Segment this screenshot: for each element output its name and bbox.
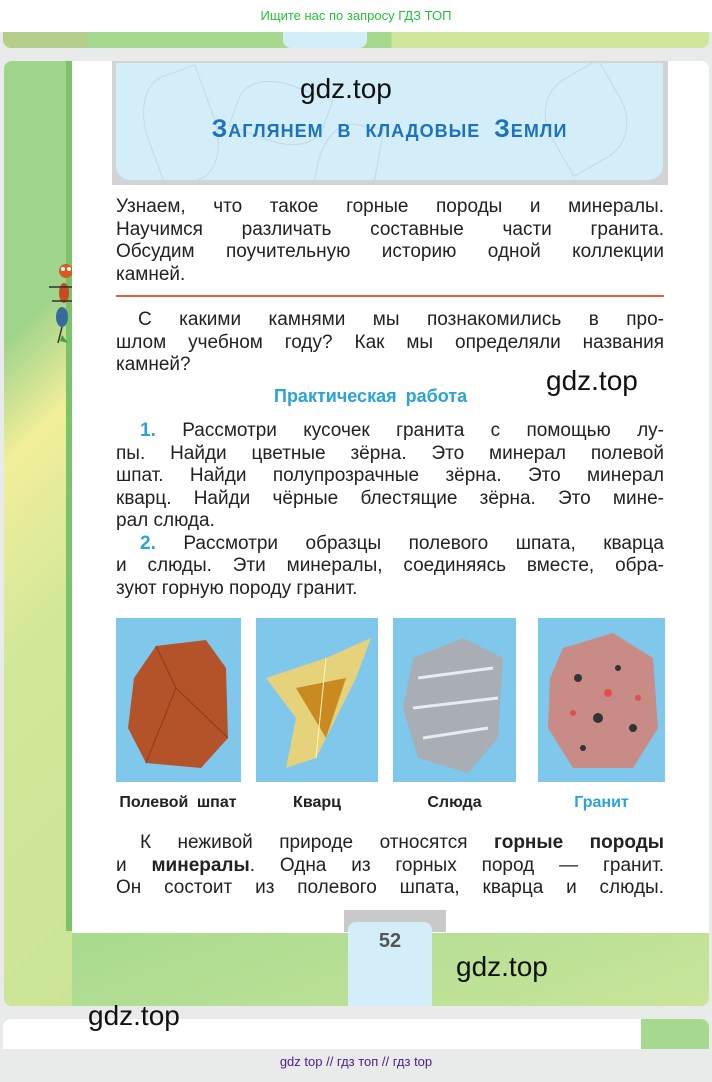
- left-decor-strip: [4, 61, 72, 1006]
- mica-photo: [393, 618, 516, 782]
- text-line: С какими камнями мы познакомились в про-: [138, 309, 664, 330]
- text-line: Рассмотри кусочек гранита с помощью лу-: [182, 420, 665, 441]
- text-line: Научимся различать составные части гранита.: [116, 218, 664, 240]
- text-line: и слюды. Эти минералы, соединяясь вместе, обра-: [116, 555, 664, 576]
- caption-quartz: [256, 794, 378, 812]
- text-line: зуют горную породу гранит.: [116, 577, 358, 599]
- page-number: 52: [348, 922, 432, 1006]
- intro-paragraph: [116, 196, 664, 286]
- task-1: [116, 420, 664, 600]
- watermark: gdz.top: [546, 365, 638, 396]
- text-line: шлом учебном году? Как мы определяли названия: [116, 331, 664, 353]
- task-number: 1.: [140, 420, 156, 441]
- conclusion-paragraph: [116, 832, 664, 900]
- previous-page-edge: [3, 32, 709, 48]
- task-number: 2.: [140, 532, 156, 554]
- text-line: пы. Найди цветные зёрна. Это минерал полевой: [116, 442, 664, 464]
- text-line: шпат. Найди полупрозрачные зёрна. Это минерал: [116, 465, 664, 486]
- caption-text: Полевой шпат: [119, 794, 237, 811]
- caption-granite: [538, 794, 665, 812]
- text-line: кварц. Найди чёрные блестящие зёрна. Это мине-: [116, 487, 664, 509]
- text-line: камней.: [116, 263, 186, 285]
- watermark: gdz.top: [300, 73, 392, 104]
- caption-text: Слюда: [427, 794, 482, 811]
- practical-work-heading: Практическая работа: [274, 386, 468, 406]
- granite-photo: [538, 618, 665, 782]
- text-line: Узнаем, что такое горные породы и минералы.: [116, 196, 664, 217]
- caption-feldspar: [108, 794, 248, 812]
- watermark: gdz.top: [456, 951, 548, 982]
- textbook-page: [4, 61, 709, 1006]
- text-line: и: [116, 854, 127, 876]
- feldspar-photo: [116, 618, 241, 782]
- previous-page-tab: [283, 32, 367, 48]
- top-search-banner: Ищите нас по запросу ГДЗ ТОП: [0, 0, 712, 32]
- term-bold: горные породы: [494, 832, 664, 853]
- watermark: gdz.top: [88, 1000, 180, 1031]
- divider: [116, 295, 664, 297]
- lesson-title: Заглянем в кладовые Земли: [211, 115, 568, 143]
- caption-text: Гранит: [574, 794, 629, 811]
- next-page-decor: [641, 1019, 709, 1049]
- text-line: Обсудим поучительную историю одной коллекции: [116, 241, 664, 262]
- text-line: рал слюда.: [116, 510, 215, 531]
- term-bold: минералы: [151, 854, 250, 876]
- quartz-photo: [256, 618, 378, 782]
- text-line: камней?: [116, 354, 191, 375]
- text-line: К неживой природе относятся: [140, 832, 468, 853]
- text-line: Рассмотри образцы полевого шпата, кварца: [183, 532, 664, 554]
- caption-text: Кварц: [293, 794, 341, 811]
- question-paragraph: [116, 309, 664, 332]
- caption-mica: [393, 794, 516, 812]
- text-line: . Одна из горных пород — гранит.: [249, 854, 664, 876]
- footer-links: gdz top // гдз топ // гдз top: [279, 1054, 433, 1069]
- text-line: Он состоит из полевого шпата, кварца и слюды.: [116, 877, 664, 898]
